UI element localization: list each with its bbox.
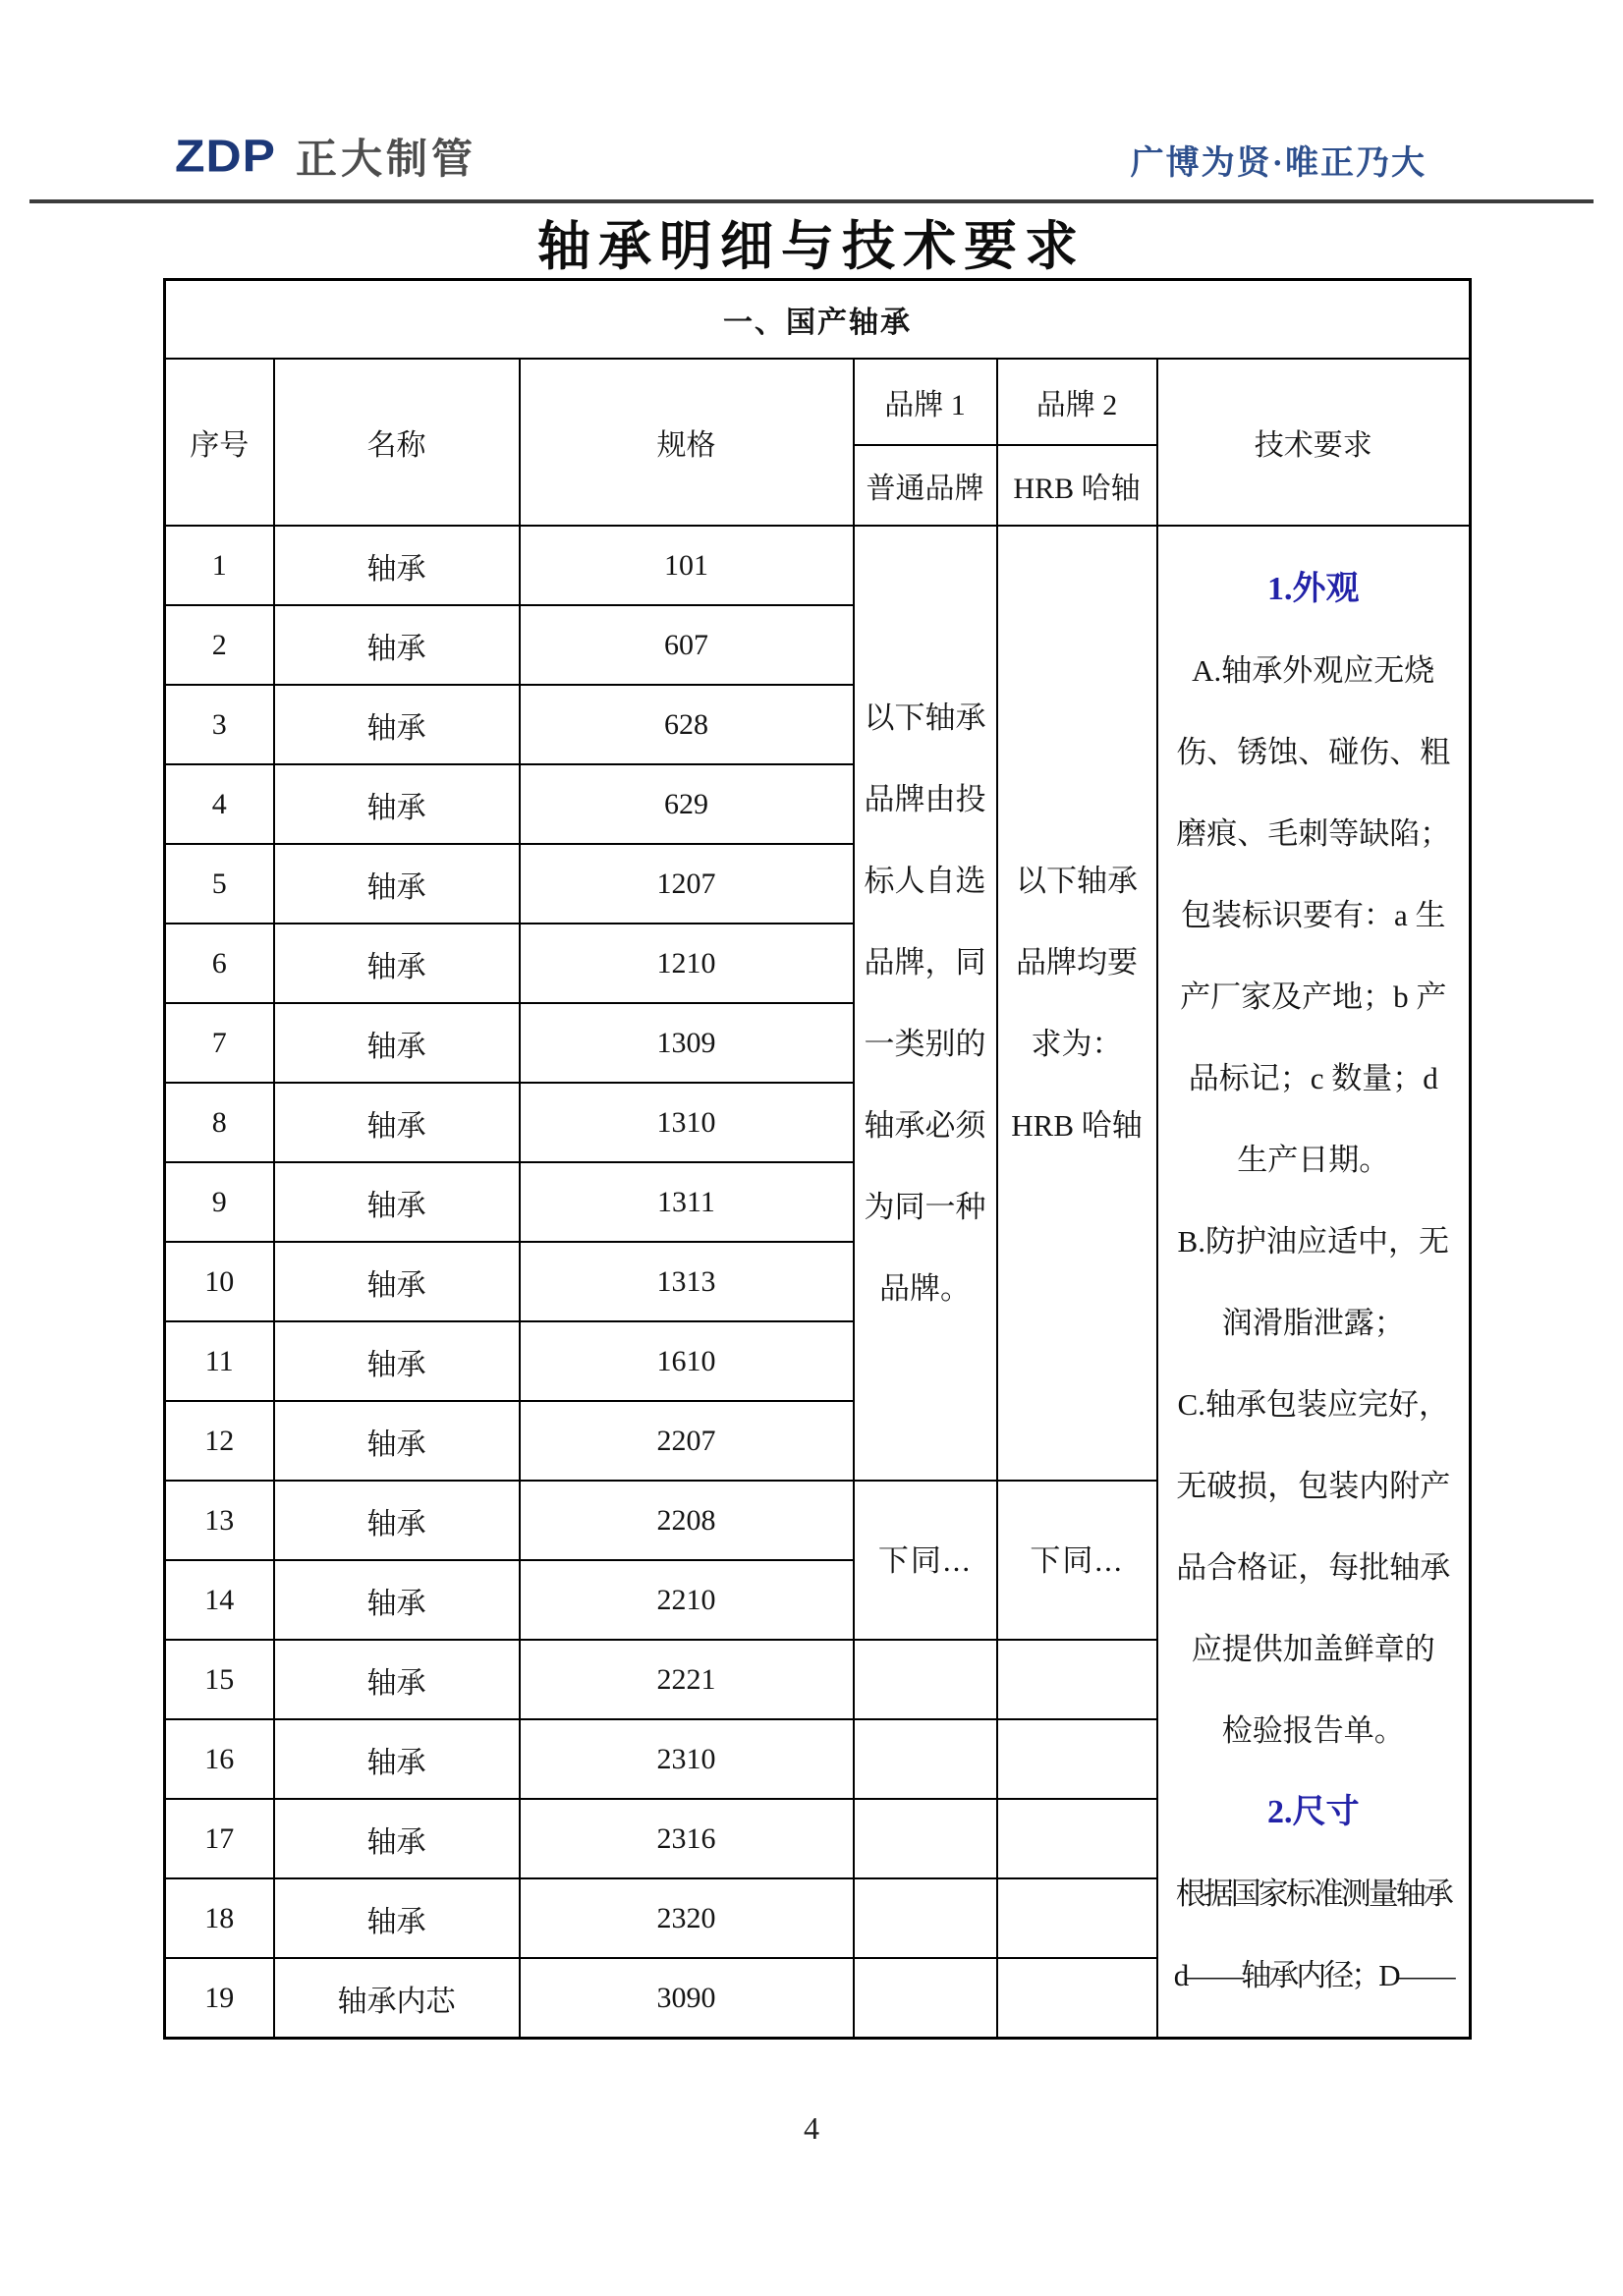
tech-line: 无破损，包装内附产: [1176, 1468, 1451, 1503]
tech-line: 产厂家及产地；b 产: [1180, 979, 1447, 1014]
row-name: 轴承: [274, 1321, 520, 1401]
tech-line: 生产日期。: [1237, 1142, 1390, 1177]
brand1-empty-cell: [854, 1640, 997, 1719]
tech-line: 2.尺寸: [1267, 1793, 1360, 1830]
row-no: 3: [165, 685, 274, 764]
brand1-note-line: 轴承必须: [864, 1108, 986, 1143]
brand1-empty-cell: [854, 1799, 997, 1878]
header-divider: [29, 199, 1594, 203]
brand2-empty-cell: [997, 1878, 1157, 1958]
row-no: 17: [165, 1799, 274, 1878]
row-name: 轴承: [274, 1162, 520, 1242]
tech-line: d——轴承内径；D——: [1173, 1957, 1453, 1992]
row-spec: 1309: [520, 1003, 854, 1083]
row-no: 4: [165, 764, 274, 844]
brand2-empty-cell: [997, 1799, 1157, 1878]
row-spec: 2320: [520, 1878, 854, 1958]
brand2-empty-cell: [997, 1719, 1157, 1799]
row-spec: 3090: [520, 1958, 854, 2039]
logo-company-name: 正大制管: [296, 136, 477, 182]
row-spec: 2208: [520, 1481, 854, 1560]
col-header-brand2: 品牌 2: [997, 359, 1157, 445]
header-slogan: 广博为贤·唯正乃大: [1130, 145, 1427, 182]
row-name: 轴承: [274, 844, 520, 924]
row-name: 轴承: [274, 924, 520, 1003]
row-spec: 1310: [520, 1083, 854, 1162]
page-number: 4: [804, 2110, 819, 2146]
tech-line: 应提供加盖鲜章的: [1191, 1631, 1435, 1666]
page-header: [0, 0, 1623, 206]
row-no: 15: [165, 1640, 274, 1719]
row-name: 轴承: [274, 1242, 520, 1321]
row-name: 轴承: [274, 1560, 520, 1640]
tech-line: A.轴承外观应无烧: [1192, 652, 1435, 688]
brand2-note-line: 求为：: [1031, 1027, 1123, 1061]
row-name: 轴承: [274, 1878, 520, 1958]
row-spec: 1311: [520, 1162, 854, 1242]
row-no: 6: [165, 924, 274, 1003]
table-row: [165, 526, 1471, 605]
brand2-ditto: [997, 1481, 1157, 1640]
col-header-brand2-sub: HRB 哈轴: [997, 445, 1157, 526]
row-spec: 628: [520, 685, 854, 764]
row-spec: 2316: [520, 1799, 854, 1878]
row-spec: 1313: [520, 1242, 854, 1321]
row-no: 16: [165, 1719, 274, 1799]
brand1-note-line: 以下轴承: [864, 700, 986, 735]
row-no: 9: [165, 1162, 274, 1242]
row-spec: 2221: [520, 1640, 854, 1719]
brand2-ditto-text: 下同...: [1030, 1542, 1124, 1578]
col-header-brand1-sub: 普通品牌: [854, 445, 997, 526]
col-header-no: 序号: [165, 359, 274, 526]
row-name: 轴承: [274, 526, 520, 605]
brand1-note-line: 一类别的: [864, 1027, 986, 1061]
tech-line: 润滑脂泄露；: [1221, 1305, 1405, 1340]
col-header-brand1: 品牌 1: [854, 359, 997, 445]
section-title: 一、国产轴承: [165, 280, 1471, 360]
row-spec: 607: [520, 605, 854, 685]
row-no: 19: [165, 1958, 274, 2039]
brand1-note-line: 品牌，同: [864, 945, 986, 980]
row-name: 轴承: [274, 1481, 520, 1560]
row-spec: 1610: [520, 1321, 854, 1401]
tech-line: 品合格证，每批轴承: [1176, 1549, 1451, 1585]
logo-zdp-text: ZDP: [175, 131, 276, 182]
brand1-empty-cell: [854, 1878, 997, 1958]
row-name: 轴承: [274, 1003, 520, 1083]
tech-line: 品标记；c 数量；d: [1188, 1060, 1438, 1095]
row-spec: 629: [520, 764, 854, 844]
row-spec: 2207: [520, 1401, 854, 1481]
row-name: 轴承: [274, 1083, 520, 1162]
bearing-table: [163, 278, 1472, 2040]
row-spec: 101: [520, 526, 854, 605]
brand1-note-line: 标人自选: [864, 864, 986, 898]
row-no: 5: [165, 844, 274, 924]
tech-line: 磨痕、毛刺等缺陷；: [1176, 815, 1451, 851]
col-header-name: 名称: [274, 359, 520, 526]
row-no: 14: [165, 1560, 274, 1640]
header-row-1: [165, 359, 1471, 445]
brand1-ditto: [854, 1481, 997, 1640]
tech-line: C.轴承包装应完好，: [1177, 1386, 1449, 1422]
row-no: 7: [165, 1003, 274, 1083]
row-no: 12: [165, 1401, 274, 1481]
tech-line: 1.外观: [1267, 570, 1360, 607]
brand2-note: [997, 526, 1157, 1481]
tech-line: B.防护油应适中，无: [1177, 1223, 1449, 1259]
row-spec: 2210: [520, 1560, 854, 1640]
row-name: 轴承内芯: [274, 1958, 520, 2039]
row-no: 8: [165, 1083, 274, 1162]
tech-line: 包装标识要有：a 生: [1180, 897, 1446, 932]
brand1-empty-cell: [854, 1719, 997, 1799]
brand2-empty-cell: [997, 1958, 1157, 2039]
row-name: 轴承: [274, 1401, 520, 1481]
row-name: 轴承: [274, 685, 520, 764]
tech-line: 根据国家标准测量轴承: [1175, 1876, 1451, 1911]
row-name: 轴承: [274, 764, 520, 844]
row-name: 轴承: [274, 605, 520, 685]
col-header-tech: 技术要求: [1157, 359, 1471, 526]
row-spec: 1207: [520, 844, 854, 924]
page-title: 轴承明细与技术要求: [537, 217, 1086, 276]
row-no: 10: [165, 1242, 274, 1321]
tech-line: 伤、锈蚀、碰伤、粗: [1176, 734, 1451, 769]
brand1-empty-cell: [854, 1958, 997, 2039]
row-name: 轴承: [274, 1719, 520, 1799]
row-no: 2: [165, 605, 274, 685]
row-no: 11: [165, 1321, 274, 1401]
brand1-note: [854, 526, 997, 1481]
section-title-row: [165, 280, 1471, 360]
brand1-ditto-text: 下同...: [877, 1542, 973, 1578]
brand1-note-line: 为同一种: [864, 1190, 986, 1224]
col-header-spec: 规格: [520, 359, 854, 526]
row-name: 轴承: [274, 1799, 520, 1878]
row-name: 轴承: [274, 1640, 520, 1719]
brand1-note-line: 品牌由投: [864, 782, 986, 816]
brand2-note-line: HRB 哈轴: [1011, 1108, 1143, 1143]
brand2-note-line: 以下轴承: [1016, 864, 1138, 898]
brand1-note-line: 品牌。: [879, 1271, 971, 1306]
row-no: 13: [165, 1481, 274, 1560]
tech-requirements: [1157, 526, 1471, 2039]
brand2-empty-cell: [997, 1640, 1157, 1719]
row-spec: 2310: [520, 1719, 854, 1799]
row-no: 1: [165, 526, 274, 605]
tech-line: 检验报告单。: [1221, 1712, 1405, 1748]
row-no: 18: [165, 1878, 274, 1958]
company-logo: [175, 132, 476, 182]
row-spec: 1210: [520, 924, 854, 1003]
brand2-note-line: 品牌均要: [1016, 945, 1138, 980]
